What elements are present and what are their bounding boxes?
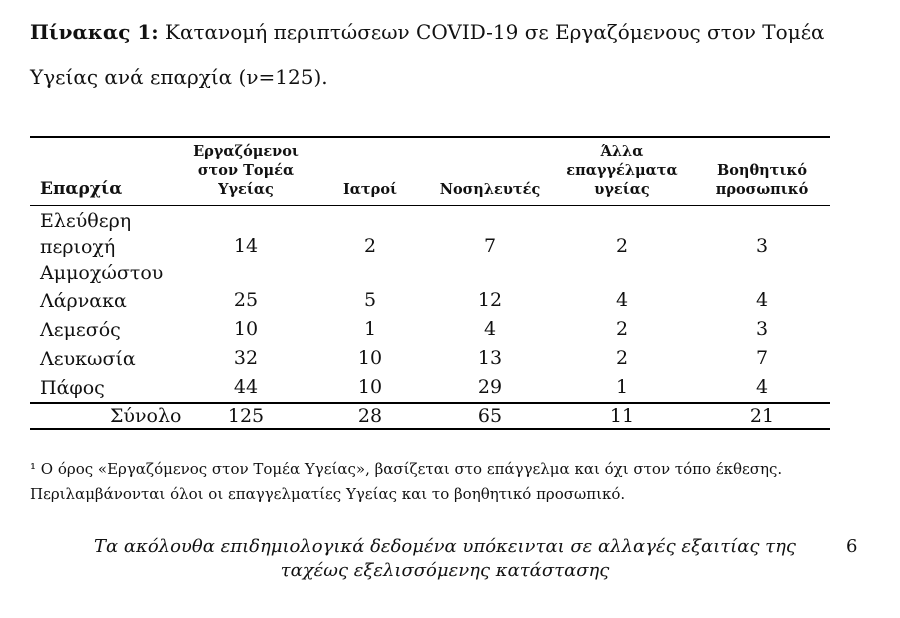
cell-health-workers: 32 bbox=[233, 347, 259, 369]
cell-total-label: Σύνολο bbox=[30, 403, 182, 429]
table-total-row bbox=[30, 403, 830, 429]
caption-label: Πίνακας 1: bbox=[30, 20, 159, 44]
header-auxiliary-staff: Βοηθητικό προσωπικό bbox=[694, 137, 830, 206]
cell-doctors: 5 bbox=[363, 289, 377, 311]
cell-health-workers: 25 bbox=[233, 289, 259, 311]
header-doctors: Ιατροί bbox=[310, 137, 430, 206]
cell-total-health-workers: 125 bbox=[182, 403, 310, 429]
footnote: ¹ Ο όρος «Εργαζόμενος στον Τομέα Υγείας», βασίζεται στο επάγγελμα και όχι στον τόπο έκθεσης. Περιλαμβάνονται όλοι οι επαγγελματίες Υγείας και το βοηθητικό προσωπικό. bbox=[30, 460, 783, 503]
header-nurses: Νοσηλευτές bbox=[430, 137, 550, 206]
footer-disclaimer: Τα ακόλουθα επιδημιολογικά δεδομένα υπόκεινται σε αλλαγές εξαιτίας της ταχέως εξελισσόμενης κατάστασης bbox=[94, 536, 796, 581]
page-number: 6 bbox=[846, 536, 858, 557]
cell-health-workers: 10 bbox=[233, 318, 259, 340]
cell-doctors: 10 bbox=[357, 347, 383, 369]
cell-other-professionals: 2 bbox=[615, 318, 629, 340]
cell-other-professionals: 2 bbox=[615, 347, 629, 369]
table-row bbox=[30, 344, 830, 373]
cell-auxiliary-staff: 4 bbox=[755, 376, 769, 398]
cell-total-auxiliary-staff: 21 bbox=[694, 403, 830, 429]
cell-auxiliary-staff: 7 bbox=[755, 347, 769, 369]
table-caption bbox=[30, 10, 870, 100]
header-other-professionals: Άλλα επαγγέλματα υγείας bbox=[550, 137, 694, 206]
header-province: Επαρχία bbox=[30, 137, 182, 206]
table-header-row bbox=[30, 137, 830, 206]
cell-auxiliary-staff: 4 bbox=[755, 289, 769, 311]
cell-health-workers: 14 bbox=[233, 234, 259, 257]
cell-total-doctors: 28 bbox=[310, 403, 430, 429]
cell-nurses: 29 bbox=[477, 376, 503, 398]
cell-nurses: 7 bbox=[483, 234, 497, 257]
covid-cases-table bbox=[30, 136, 830, 430]
cell-province bbox=[30, 206, 182, 287]
cell-other-professionals: 2 bbox=[615, 234, 629, 257]
table-row bbox=[30, 315, 830, 344]
cell-nurses: 13 bbox=[477, 347, 503, 369]
caption-text: Κατανομή περιπτώσεων COVID-19 σε Εργαζόμενους στον Τομέα Υγείας ανά επαρχία (ν=125). bbox=[30, 20, 825, 89]
cell-auxiliary-staff: 3 bbox=[755, 234, 769, 257]
cell-province: Λάρνακα bbox=[40, 289, 127, 312]
cell-province: Λευκωσία bbox=[40, 347, 136, 370]
table-row bbox=[30, 373, 830, 403]
cell-auxiliary-staff: 3 bbox=[755, 318, 769, 340]
cell-total-nurses: 65 bbox=[430, 403, 550, 429]
cell-doctors: 1 bbox=[363, 318, 377, 340]
province-name: Ελεύθερη περιοχή Αμμοχώστου bbox=[40, 210, 164, 284]
cell-doctors: 2 bbox=[363, 234, 377, 257]
table-row bbox=[30, 206, 830, 287]
table-row bbox=[30, 286, 830, 315]
cell-health-workers: 44 bbox=[233, 376, 259, 398]
cell-province: Πάφος bbox=[40, 376, 105, 399]
cell-other-professionals: 1 bbox=[615, 376, 629, 398]
cell-doctors: 10 bbox=[357, 376, 383, 398]
cell-nurses: 12 bbox=[477, 289, 503, 311]
cell-total-other-professionals: 11 bbox=[550, 403, 694, 429]
cell-province: Λεμεσός bbox=[40, 318, 121, 341]
header-health-workers: Εργαζόμενοι στον Τομέα Υγείας bbox=[182, 137, 310, 206]
cell-other-professionals: 4 bbox=[615, 289, 629, 311]
cell-nurses: 4 bbox=[483, 318, 497, 340]
